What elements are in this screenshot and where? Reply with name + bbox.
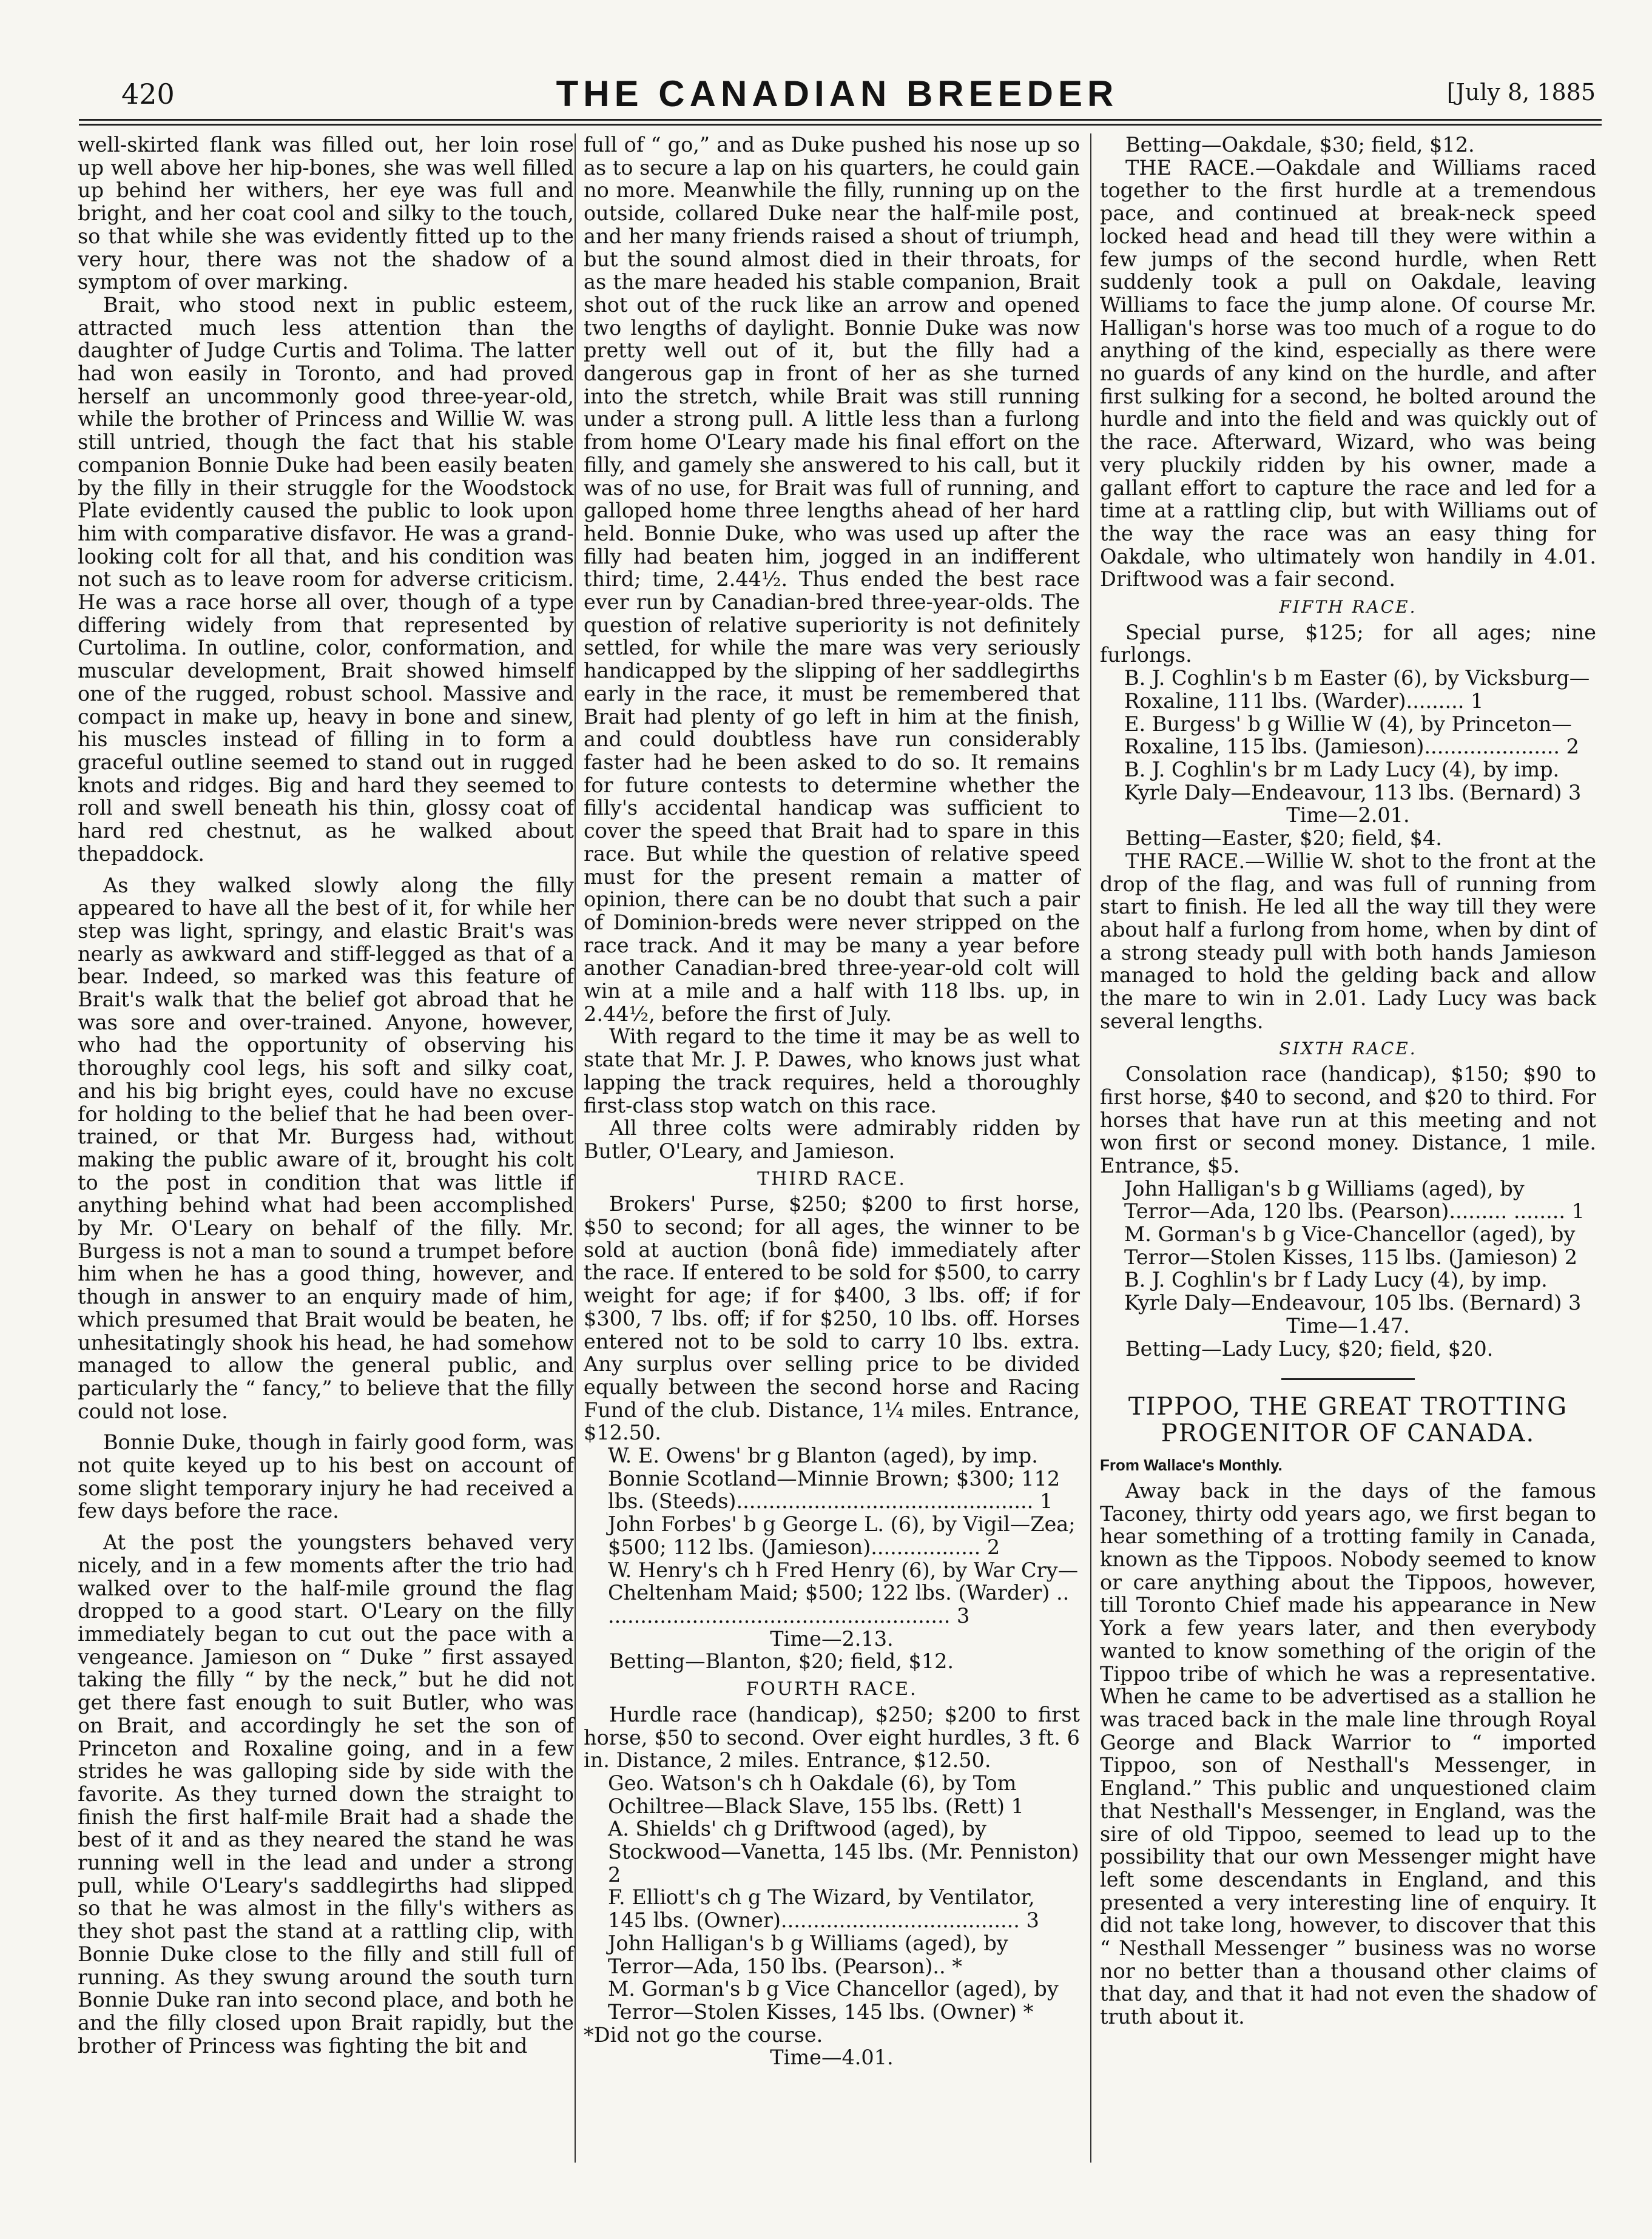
paragraph: At the post the youngsters behaved very nicely, and in a few moments after the trio had walked over to the half-mile ground the flag dropped to a good start. O'Leary on the filly immediately began to cut out the pace with a vengeance. Jamieson on “ Duke ” first assayed taking the filly “ by the neck,” but he did not get there fast enough to suit Butler, who was on Brait, and accordingly he set the son of Princeton and Roxaline going, and in a few strides he was galloping side by side with the favorite. As they turned down the straight to finish the first half-mile Brait had a shade the best of it and as they neared the stand he was running well in the lead and under a strong pull, while O'Leary's saddlegirths had slipped so that he was almost in the filly's withers as they shot past the stand at a rattling clip, with Bonnie Duke close to the filly and still full of running. As they swung around the south turn Bonnie Duke ran into second place, and both he and the filly closed upon Brait rapidly, but the brother of Princess was fighting the bit and [78, 1530, 574, 2058]
race-entry: John Halligan's b g Williams (aged), by Terror—Ada, 120 lbs. (Pearson)......... ........ 1 [1124, 1176, 1585, 1224]
race-entry: A. Shields' ch g Driftwood (aged), by Stockwood—Vanetta, 145 lbs. (Mr. Penniston) 2 [608, 1817, 1079, 1887]
race-entry: M. Gorman's b g Vice Chancellor (aged), by Terror—Stolen Kisses, 145 lbs. (Owner) * [608, 1977, 1059, 2024]
race-conditions: Special purse, $125; for all ages; nine furlongs. [1100, 620, 1596, 667]
race-entry: W. Henry's ch h Fred Henry (6), by War Cry—Cheltenham Maid; $500; 122 lbs. (Warder) .. ..................................................... 3 [608, 1558, 1079, 1628]
race-entry: John Forbes' b g George L. (6), by Vigil—Zea; $500; 112 lbs. (Jamieson)................. 2 [608, 1512, 1076, 1559]
race-conditions: Brokers' Purse, $250; $200 to first horse, $50 to second; for all ages, the winner to be sold at auction (bonâ fide) immediately after the race. If entered to be sold for $500, to carry weight for age; if for $400, 3 lbs. off; if for $300, 7 lbs. off; if for $250, 10 lbs. off. Horses entered not to be sold to carry 10 lbs. extra. Any surplus over selling price to be divided equally between the second horse and Racing Fund of the club. Distance, 1¼ miles. Entrance, $12.50. [584, 1192, 1080, 1445]
column-divider [575, 133, 576, 2163]
column-2 [584, 133, 1080, 2069]
race-time: Time—1.47. [1286, 1313, 1410, 1338]
paragraph: full of “ go,” and as Duke pushed his nose up so as to secure a lap on his quarters, he could gain no more. Meanwhile the filly, running up on the outside, collared Duke near the half-mile post, and her many friends raised a shout of triumph, but the sound almost died in their throats, for as the mare headed his stable companion, Brait shot out of the ruck like an arrow and opened two lengths of daylight. Bonnie Duke was now pretty well out of it, but the filly had a dangerous gap in front of her as she turned into the stretch, while Brait was still running under a strong pull. A little less than a furlong from home O'Leary made his final effort on the filly, and gamely she answered to his call, but it was of no use, for Brait was full of running, and galloped home three lengths ahead of her hard held. Bonnie Duke, who was used up after the filly had beaten him, jogged in an indifferent third; time, 2.44½. Thus ended the best race ever run by Canadian-bred three-year-olds. The question of relative superiority is not definitely settled, for while the mare was very seriously handicapped by the slipping of her saddlegirths early in the race, it must be remembered that Brait had plenty of go left in him at the finish, and could doubtless have run considerably faster had he been asked to do so. It remains for future contests to determine whether the filly's accidental handicap was sufficient to cover the speed that Brait had to spare in this race. But while the question of relative speed must for the present remain a matter of opinion, there can be no doubt that such a pair of Dominion-breds were never stripped on the race track. And it may be many a year before another Canadian-bred three-year-old colt will win at a mile and a half with 118 lbs. up, in 2.44½, before the first of July. [584, 133, 1080, 1026]
paragraph: With regard to the time it may be as well to state that Mr. J. P. Dawes, who knows just what lapping the track requires, held a thoroughly first-class stop watch on this race. [584, 1025, 1080, 1117]
section-heading: FOURTH RACE. [746, 1678, 918, 1700]
race-entry: B. J. Coghlin's b m Easter (6), by Vicksburg—Roxaline, 111 lbs. (Warder)......... 1 [1124, 666, 1590, 713]
race-time: Time—2.13. [770, 1626, 894, 1651]
paragraph: All three colts were admirably ridden by Butler, O'Leary, and Jamieson. [584, 1116, 1080, 1163]
column-divider [1090, 133, 1091, 2163]
article-separator [1281, 1378, 1415, 1380]
article-title: TIPPOO, THE GREAT TROTTING PROGENITOR OF CANADA. [1128, 1393, 1568, 1448]
page-header [73, 72, 1602, 120]
section-heading: SIXTH RACE. [1279, 1039, 1417, 1059]
section-heading: THIRD RACE. [757, 1168, 906, 1190]
header-rule-top [79, 119, 1602, 121]
header-rule-bottom [79, 124, 1602, 126]
race-entry: F. Elliott's ch g The Wizard, by Ventilator, 145 lbs. (Owner)..................................... 3 [608, 1885, 1039, 1933]
column-3 [1100, 133, 1596, 2029]
race-betting: Betting—Blanton, $20; field, $12. [609, 1649, 954, 1674]
race-betting: Betting—Oakdale, $30; field, $12. [1125, 133, 1475, 157]
race-entry: Geo. Watson's ch h Oakdale (6), by Tom Ochiltree—Black Slave, 155 lbs. (Rett) 1 [608, 1771, 1024, 1818]
race-time: Time—4.01. [770, 2045, 894, 2070]
paragraph: well-skirted flank was filled out, her loin rose up well above her hip-bones, she was well filled up behind her withers, her eye was full and bright, and her coat cool and silky to the touch, so that while she was evidently fitted up to the very hour, there was not the shadow of a symptom of over marking. [78, 133, 574, 294]
race-conditions: Consolation race (handicap), $150; $90 to first horse, $40 to second, and $20 to third. For horses that have run at this meeting and not won first or second money. Distance, 1 mile. Entrance, $5. [1100, 1062, 1596, 1177]
issue-date: [July 8, 1885 [1446, 79, 1596, 106]
race-account: THE RACE.—Willie W. shot to the front at the drop of the flag, and was full of running from start to finish. He led all the way till they were about half a furlong from home, when by dint of a strong steady pull with both hands Jamieson managed to hold the gelding back and allow the mare to win in 2.01. Lady Lucy was back several lengths. [1100, 849, 1596, 1033]
race-betting: Betting—Lady Lucy, $20; field, $20. [1125, 1336, 1494, 1361]
article-body: Away back in the days of the famous Taconey, thirty odd years ago, we first began to hear something of a trotting family in Canada, known as the Tippoos. Nobody seemed to know or care anything about the Tippoos, however, till Toronto Chief made his appearance in New York a few years later, and then everybody wanted to know something of the origin of the Tippoo tribe of which he was a representative. When he came to be advertised as a stallion he was traced back in the male line through Royal George and Black Warrior to “ imported Tippoo, son of Nesthall's Messenger, in England.” This public and unquestioned claim that Nesthall's Messenger, in England, was the sire of old Tippoo, seemed to lead up to the possibility that our own Messenger might have left some descendants in England, and this presented a very interesting line of enquiry. It did not take long, however, to discover that this “ Nesthall Messenger ” business was no worse nor no better than a thousand other claims of that day, and that it had not even the shadow of truth about it. [1100, 1478, 1596, 2029]
race-entry: B. J. Coghlin's br f Lady Lucy (4), by imp. Kyrle Daly—Endeavour, 105 lbs. (Bernard) 3 [1124, 1268, 1582, 1315]
paragraph: Bonnie Duke, though in fairly good form, was not quite keyed up to his best on account of some slight temporary injury he had received a few days before the race. [78, 1430, 574, 1523]
race-betting: Betting—Easter, $20; field, $4. [1125, 826, 1442, 850]
masthead: THE CANADIAN BREEDER [556, 73, 1119, 114]
column-1 [78, 133, 574, 2057]
race-account: THE RACE.—Oakdale and Williams raced together to the first hurdle at a tremendous pace, and continued at break-neck speed locked head and head till they were within a few jumps of the second hurdle, when Rett suddenly took a pull on Oakdale, leaving Williams to face the jump alone. Of course Mr. Halligan's horse was too much of a rogue to do anything of the kind, especially as there were no guards of any kind on the hurdle, and after first sulking for a second, he bolted around the hurdle and into the field and was quickly out of the race. Afterward, Wizard, who was being very pluckily ridden by his owner, made a gallant effort to capture the race and led for a time at a rattling clip, but with Williams out of the way the race was an easy thing for Oakdale, who ultimately won handily in 4.01. Driftwood was a fair second. [1100, 155, 1596, 591]
article-source: From Wallace's Monthly. [1100, 1456, 1283, 1475]
race-entry: W. E. Owens' br g Blanton (aged), by imp. Bonnie Scotland—Minnie Brown; $300; 112 lbs. (Steeds).............................................. 1 [608, 1444, 1060, 1513]
section-heading: FIFTH RACE. [1279, 597, 1417, 618]
race-entry: B. J. Coghlin's br m Lady Lucy (4), by imp. Kyrle Daly—Endeavour, 113 lbs. (Bernard) 3 [1124, 757, 1582, 804]
paragraph: Brait, who stood next in public esteem, attracted much less attention than the daughter of Judge Curtis and Tolima. The latter had won easily in Toronto, and had proved herself an uncommonly good three-year-old, while the brother of Princess and Willie W. was still untried, though the fact that his stable companion Bonnie Duke had been easily beaten by the filly in their struggle for the Woodstock Plate evidently caused the public to look upon him with comparative disfavor. He was a grand-looking colt for all that, and his condition was not such as to leave room for adverse criticism. He was a race horse all over, though of a type differing widely from that represented by Curtolima. In outline, color, conformation, and muscular development, Brait showed himself one of the rugged, robust school. Massive and compact in make up, heavy in bone and sinew, his muscles instead of filling in to form a graceful outline seemed to stand out in rugged knots and ridges. Big and hard they seemed to roll and swell beneath his thin, glossy coat of hard red chestnut, as he walked about thepaddock. [78, 292, 574, 866]
race-entry: John Halligan's b g Williams (aged), by Terror—Ada, 150 lbs. (Pearson).. * [608, 1931, 1008, 1978]
page-number: 420 [121, 78, 175, 110]
race-entry: M. Gorman's b g Vice-Chancellor (aged), by Terror—Stolen Kisses, 115 lbs. (Jamieson) 2 [1124, 1222, 1578, 1269]
race-time: Time—2.01. [1286, 803, 1410, 827]
race-conditions: Hurdle race (handicap), $250; $200 to first horse, $50 to second. Over eight hurdles, 3 ft. 6 in. Distance, 2 miles. Entrance, $12.50. [584, 1702, 1080, 1773]
footnote: *Did not go the course. [584, 2022, 823, 2047]
paragraph: As they walked slowly along the filly appeared to have all the best of it, for while her step was light, springy, and elastic Brait's was nearly as awkward and stiff-legged as that of a bear. Indeed, so marked was this feature of Brait's walk that the belief got abroad that he was sore and over-trained. Anyone, however, who had the opportunity of observing his thoroughly cool legs, his soft and silky coat, and his big bright eyes, could have no excuse for holding to the belief that he had been over-trained, or that Mr. Burgess had, without making the public aware of it, brought his colt to the post in condition that was little if anything behind what had been accomplished by Mr. O'Leary on behalf of the filly. Mr. Burgess is not a man to sound a trumpet before him when he has a good thing, however, and though in answer to an enquiry made of him, which presumed that Brait would be beaten, he unhesitatingly shook his head, he had somehow managed to allow the general public, and particularly the “ fancy,” to believe that the filly could not lose. [78, 873, 574, 1423]
race-entry: E. Burgess' b g Willie W (4), by Princeton—Roxaline, 115 lbs. (Jamieson)..................... 2 [1124, 712, 1579, 759]
